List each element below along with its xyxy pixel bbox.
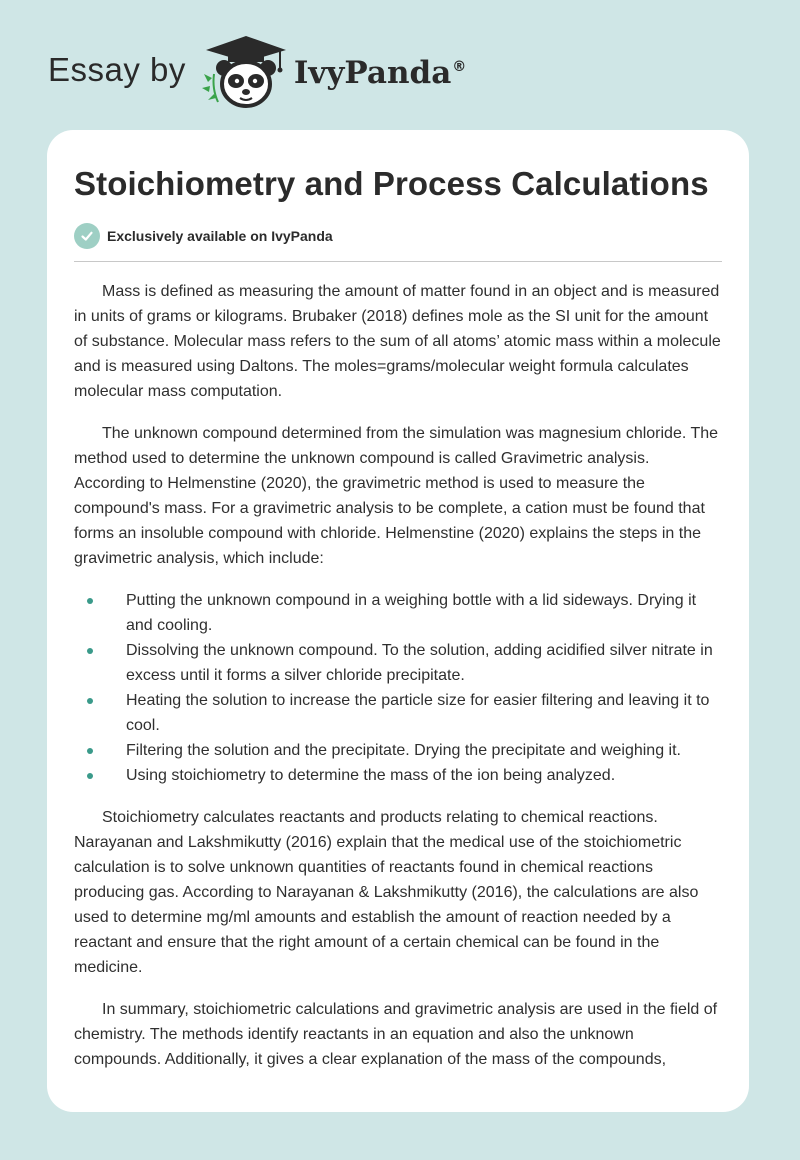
essay-by-label: Essay by bbox=[48, 51, 186, 88]
paragraph: Mass is defined as measuring the amount of matter found in an object and is measured in units of grams or kilograms. Brubaker (2018) defines mole as the SI unit for the amount of substance. Molecular mass refers to the sum of all atoms’ atomic mass within a molecule and is measured using Daltons. The moles=grams/molecular weight formula calculates molecular mass computation. bbox=[74, 283, 721, 400]
divider bbox=[74, 261, 722, 262]
page-title: Stoichiometry and Process Calculations bbox=[74, 165, 709, 202]
essay-card bbox=[47, 130, 749, 1112]
paragraph: Stoichiometry calculates reactants and products relating to chemical reactions. Narayanan and Lakshmikutty (2016) explain that the medical use of the stoichiometric calculation is to solve unknown quantities of reactants found in chemical reactions producing gas. According to Narayanan & Lakshmikutty (2016), the calculations are also used to determine mg/ml amounts and establish the amount of reaction needed by a reactant and ensure that the right amount of a certain chemical can be found in the medicine. bbox=[74, 809, 699, 976]
essay-body bbox=[74, 279, 722, 1072]
paragraph: The unknown compound determined from the simulation was magnesium chloride. The method used to determine the unknown compound is called Gravimetric analysis. According to Helmenstine (2020), the gravimetric method is used to measure the compound's mass. For a gravimetric analysis to be complete, a cation must be found that forms an insoluble compound with chloride. Helmenstine (2020) explains the steps in the gravimetric analysis, which include: bbox=[74, 425, 719, 567]
list-item: Using stoichiometry to determine the mass of the ion being analyzed. bbox=[74, 763, 722, 788]
paragraph: In summary, stoichiometric calculations and gravimetric analysis are used in the field of chemistry. The methods identify reactants in an equation and also the unknown compounds. Additionally, it gives a clear explanation of the mass of the compounds, bbox=[74, 1001, 718, 1068]
brand-text: IvyPanda bbox=[293, 55, 452, 91]
list-item: Filtering the solution and the precipitate. Drying the precipitate and weighing it. bbox=[74, 738, 722, 763]
registered-mark: ® bbox=[452, 59, 467, 75]
list-item: Putting the unknown compound in a weighing bottle with a lid sideways. Drying it and cooling. bbox=[74, 588, 722, 638]
list-item: Heating the solution to increase the particle size for easier filtering and leaving it to cool. bbox=[74, 688, 722, 738]
exclusive-badge bbox=[74, 222, 722, 250]
site-header bbox=[48, 34, 508, 110]
list-item: Dissolving the unknown compound. To the solution, adding acidified silver nitrate in excess until it forms a silver chloride precipitate. bbox=[74, 638, 722, 688]
steps-list bbox=[74, 588, 722, 788]
exclusive-label: Exclusively available on IvyPanda bbox=[107, 228, 333, 244]
panda-logo-icon[interactable] bbox=[200, 34, 292, 110]
brand-name[interactable] bbox=[294, 55, 466, 91]
check-icon bbox=[74, 223, 100, 249]
